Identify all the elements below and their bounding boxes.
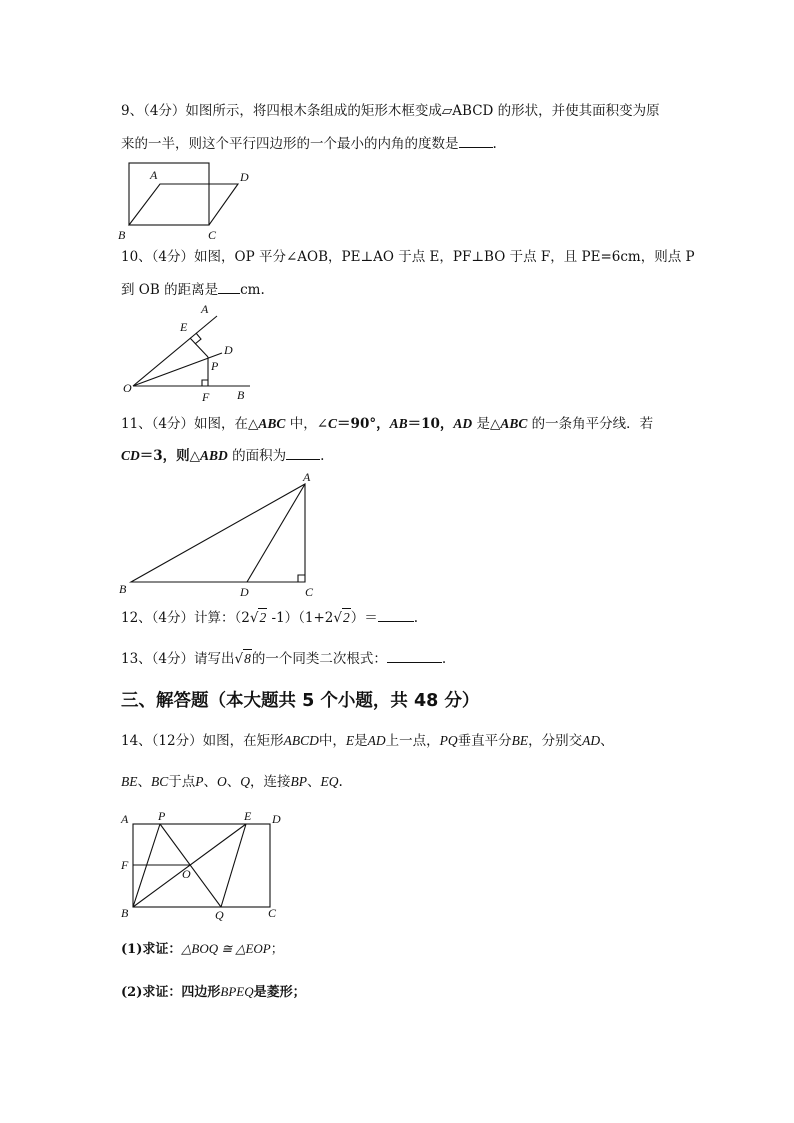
q14-l2a: 、	[137, 774, 151, 790]
q14-part1-end: ；	[270, 942, 284, 957]
q11-label-a: A	[303, 470, 311, 484]
q11-end: .	[320, 448, 325, 464]
q14-eq: EQ	[320, 774, 339, 789]
q14-label-c: C	[268, 906, 277, 920]
q10-label-o: O	[123, 381, 132, 395]
q10-unit: cm.	[240, 282, 265, 298]
q12-sqrt-1: √2	[249, 610, 267, 626]
q14-q: Q	[240, 774, 251, 789]
q10-label-e: E	[180, 320, 188, 334]
q14-l2b: 于点	[168, 774, 196, 790]
q14-label-a: A	[121, 812, 129, 826]
q14-part2	[121, 983, 306, 1002]
q11-mid2: ＝90°，	[337, 416, 390, 432]
q14-part1-math: △BOQ ≅ △EOP	[181, 941, 271, 956]
q10-label-f: F	[202, 390, 210, 404]
q14-l1e: 垂直平分	[457, 733, 512, 749]
q14-abcd: ABCD	[283, 733, 319, 748]
q14-p: P	[195, 774, 204, 789]
q11-tail2: 的面积为	[227, 448, 287, 464]
q11-c: C	[328, 416, 338, 431]
q14-segment-eq	[221, 824, 246, 907]
q14-l1d: 上一点，	[385, 733, 440, 749]
q9-label-a: A	[150, 168, 158, 182]
q9-end: .	[492, 136, 497, 152]
q14-l2c: 、	[203, 774, 218, 790]
q14-l1c: 是	[354, 733, 368, 749]
q11-abd: ABD	[200, 448, 228, 463]
q14-be2: BE	[121, 774, 138, 789]
q14-ad2: AD	[582, 733, 601, 748]
q14-o: O	[217, 774, 227, 789]
q14-l2g: .	[338, 774, 343, 790]
q14-ad: AD	[367, 733, 386, 748]
q13-end: .	[441, 651, 447, 667]
q14-part2-text: 求证：四边形	[142, 985, 221, 1000]
q14-label-p: P	[158, 809, 166, 823]
q12-mid: -1）（1+2	[267, 610, 334, 626]
q10-line2-text: 到 OB 的距离是	[121, 282, 219, 298]
q13-tail: 的一个同类二次根式：	[251, 651, 387, 667]
q9-label-b: B	[118, 228, 126, 242]
q13-prefix: 13、（4分）请写出	[121, 651, 235, 667]
q14-part2-math: BPEQ	[220, 984, 254, 999]
q11-abc2: ABC	[500, 416, 528, 431]
q11-mid1: 中，∠	[285, 416, 329, 432]
q14-part1	[121, 940, 284, 959]
q12-radicand-2: 2	[343, 610, 350, 625]
q11-abc: ABC	[258, 416, 286, 431]
q14-l1g: 、	[600, 733, 614, 749]
q14-l2f: 、	[307, 774, 321, 790]
q14-pq: PQ	[439, 733, 458, 748]
q12-radicand-1: 2	[259, 610, 267, 625]
q10-label-d: D	[224, 343, 233, 357]
q10-line1: 10、（4分）如图，OP 平分∠AOB，PE⊥AO 于点 E，PF⊥BO 于点 F，且 PE=6cm，则点 P	[121, 249, 695, 265]
q11-prefix: 11、（4分）如图，在△	[121, 416, 259, 432]
q11-cd: CD	[121, 448, 140, 463]
q14-be: BE	[511, 733, 529, 748]
q14-part2-end: 是菱形；	[253, 985, 306, 1000]
q14-l1a: 14、（12分）如图，在矩形	[121, 733, 284, 749]
q11-label-d: D	[240, 585, 249, 599]
q9-line1: 9、（4分）如图所示，将四根木条组成的矩形木框变成▱ABCD 的形状，并使其面积变为原	[121, 103, 660, 119]
q10-label-a: A	[201, 302, 209, 316]
q14-l2e: ，连接	[250, 774, 291, 790]
q11-label-c: C	[305, 585, 314, 599]
q14-part1-number: (1)	[121, 942, 143, 957]
q14-l2d: 、	[226, 774, 241, 790]
q14-part2-number: (2)	[121, 985, 143, 1000]
q11-label-b: B	[119, 582, 127, 596]
q10-label-p: P	[211, 359, 219, 373]
q14-label-b: B	[121, 906, 129, 920]
q14-label-f: F	[121, 858, 129, 872]
q11-ab: AB	[389, 416, 408, 431]
q11-mid5: ＝3，则△	[139, 448, 201, 464]
q14-label-d: D	[272, 812, 281, 826]
q9-label-d: D	[240, 170, 249, 184]
q12-tail: ）＝	[350, 610, 378, 626]
q10-label-b: B	[237, 388, 245, 402]
section-3-heading: 三、解答题（本大题共 5 个小题，共 48 分）	[121, 691, 480, 711]
q12-sqrt-2: √2	[333, 610, 350, 626]
q9-line2-text: 来的一半，则这个平行四边形的一个最小的内角的度数是	[121, 136, 459, 152]
q14-label-e: E	[244, 809, 252, 823]
q14-l1b: 中，	[318, 733, 346, 749]
q11-tail: 的一条角平分线．若	[527, 416, 654, 432]
q14-label-o: O	[182, 867, 191, 881]
q13-radicand: 8	[244, 651, 251, 666]
q14-l1f: ，分别交	[528, 733, 583, 749]
q13-sqrt: √8	[234, 651, 251, 667]
q11-ad: AD	[453, 416, 473, 431]
q14-bp: BP	[290, 774, 308, 789]
q9-label-c: C	[208, 228, 217, 242]
q14-label-q: Q	[215, 908, 224, 922]
q14-bc: BC	[151, 774, 169, 789]
q12-end: .	[413, 610, 419, 626]
q12-prefix: 12、（4分）计算：（2	[121, 610, 250, 626]
q11-mid4: 是△	[472, 416, 501, 432]
q14-part1-text: 求证：	[142, 942, 182, 957]
q14-e: E	[345, 733, 355, 748]
q11-mid3: ＝10，	[407, 416, 454, 432]
